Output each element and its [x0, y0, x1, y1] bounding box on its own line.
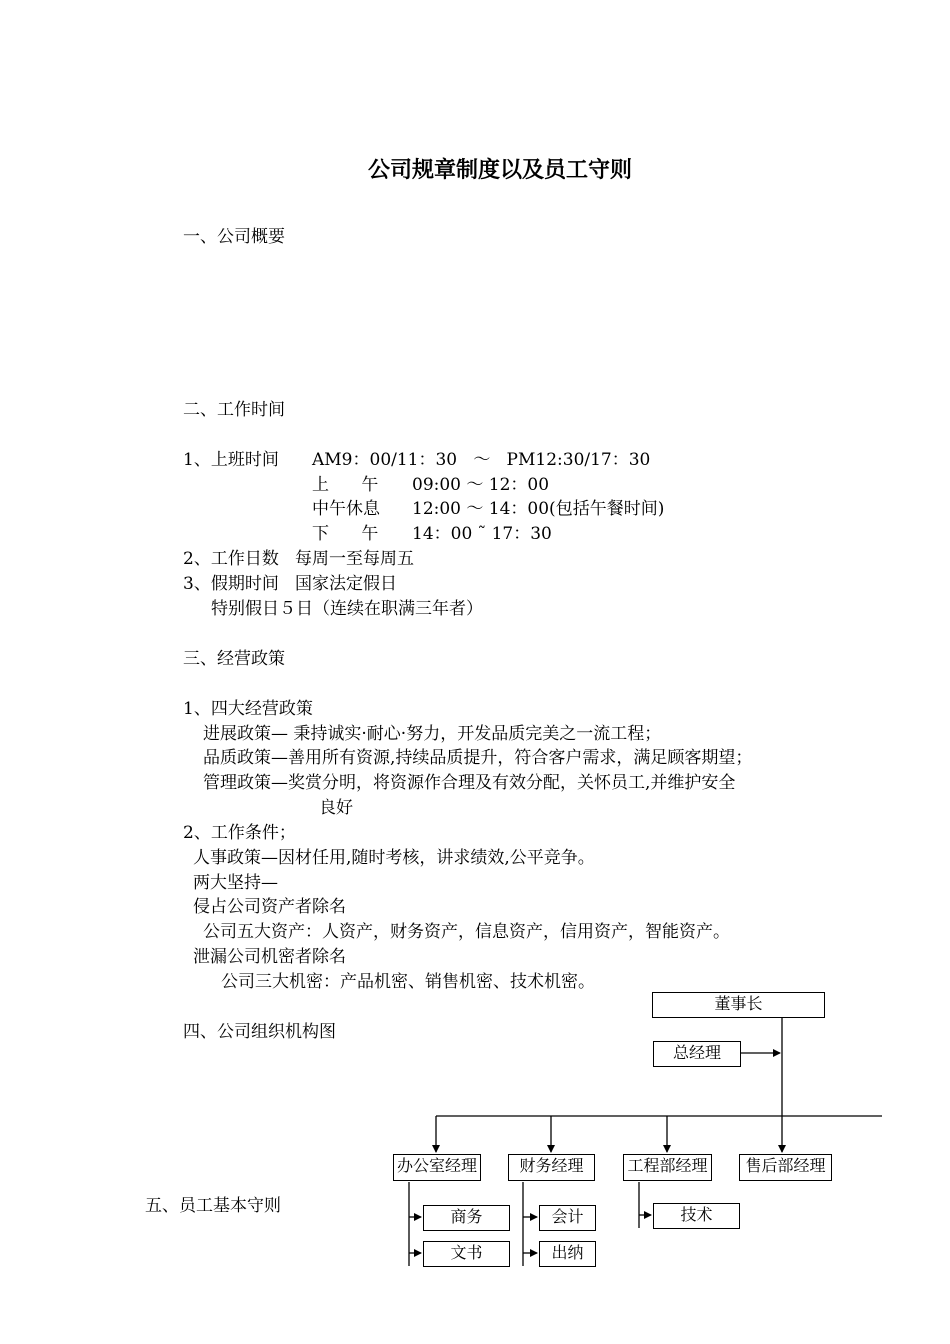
policy-line: 公司五大资产：人资产，财务资产，信息资产，信用资产，智能资产。 — [203, 922, 730, 942]
policy-line: 1、四大经营政策 — [183, 699, 313, 719]
policy-line: 品质政策—善用所有资源,持续品质提升，符合客户需求，满足顾客期望； — [203, 748, 753, 768]
policy-line: 人事政策—因材任用,随时考核，讲求绩效,公平竞争。 — [193, 848, 595, 868]
noon-break-value: 12:00 ～ 14：00(包括午餐时间) — [412, 499, 665, 519]
policy-line: 良好 — [319, 798, 353, 818]
morning-value: 09:00 ～ 12：00 — [412, 475, 550, 495]
policy-line: 泄漏公司机密者除名 — [193, 947, 346, 967]
work-time-label: 1、上班时间 — [183, 450, 279, 470]
org-box-aftersales-manager: 售后部经理 — [739, 1154, 832, 1181]
org-box-accounting: 会计 — [539, 1205, 596, 1231]
morning-label: 上 午 — [312, 475, 379, 495]
noon-break-label: 中午休息 — [312, 499, 380, 519]
holidays: 3、假期时间 国家法定假日 — [183, 574, 398, 594]
policy-line: 侵占公司资产者除名 — [193, 897, 346, 917]
org-box-business: 商务 — [423, 1205, 510, 1231]
section-heading-staff-rules: 五、员工基本守则 — [145, 1196, 281, 1216]
policy-line: 进展政策— 秉持诚实·耐心·努力，开发品质完美之一流工程； — [203, 724, 662, 744]
policy-line: 管理政策—奖赏分明，将资源作合理及有效分配，关怀员工,并维护安全 — [203, 773, 736, 793]
org-box-tech: 技术 — [653, 1203, 740, 1229]
policy-line: 公司三大机密：产品机密、销售机密、技术机密。 — [221, 972, 595, 992]
afternoon-label: 下 午 — [312, 524, 379, 544]
org-box-general-manager: 总经理 — [653, 1041, 741, 1067]
org-box-finance-manager: 财务经理 — [508, 1154, 595, 1181]
section-heading-org-chart: 四、公司组织机构图 — [183, 1022, 336, 1042]
afternoon-value: 14：00 ˜ 17：30 — [412, 524, 552, 544]
special-holidays: 特别假日５日（连续在职满三年者） — [211, 599, 483, 619]
section-heading-overview: 一、公司概要 — [183, 227, 285, 247]
policy-line: 两大坚持— — [193, 873, 278, 893]
org-box-office-manager: 办公室经理 — [393, 1154, 481, 1181]
work-time-value: AM9：00/11：30 ～ PM12:30/17：30 — [312, 450, 651, 470]
org-box-clerk: 文书 — [423, 1241, 510, 1267]
org-box-chairman: 董事长 — [652, 992, 825, 1018]
section-heading-work-time: 二、工作时间 — [183, 400, 285, 420]
org-box-cashier: 出纳 — [539, 1241, 596, 1267]
policy-line: 2、工作条件； — [183, 823, 296, 843]
work-days: 2、工作日数 每周一至每周五 — [183, 549, 415, 569]
org-box-engineering-manager: 工程部经理 — [623, 1154, 712, 1181]
section-heading-policy: 三、经营政策 — [183, 649, 285, 669]
page-title: 公司规章制度以及员工守则 — [367, 158, 632, 183]
